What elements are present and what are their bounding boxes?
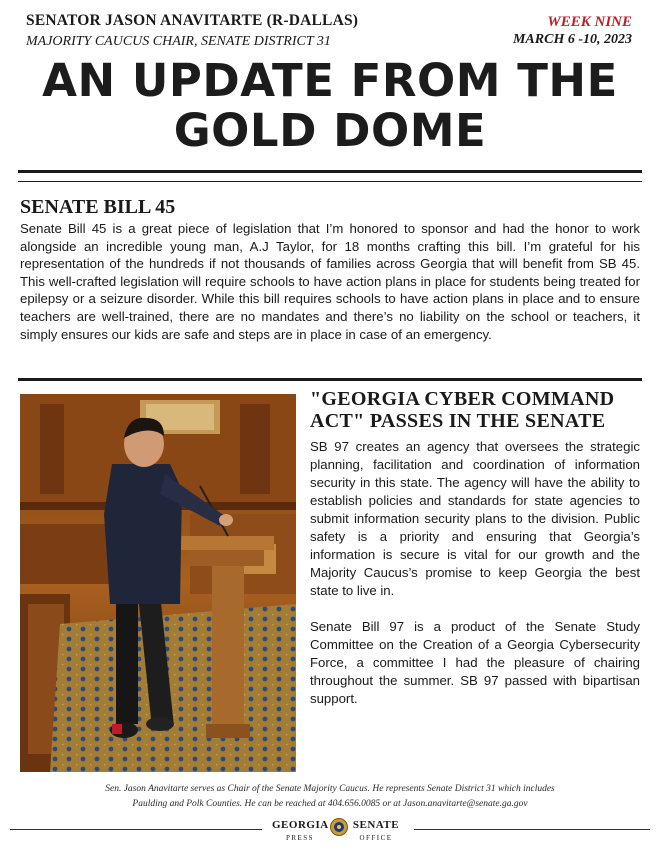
masthead-title xyxy=(10,56,650,156)
cyber-paragraph-1: SB 97 creates an agency that oversees the strategic planning, facilitation and coordination of information security in this state. The agency will have the ability to establish policies and standards for state agencies to submit information security plans to the division. Public safety is a priority and ensuring that Georgia’s information is secure is vital for our growth and the Majority Caucus’s promise to keep Georgia the best state to live in. xyxy=(310,439,640,598)
logo-right-text xyxy=(348,820,404,844)
footer-contact-note xyxy=(40,782,620,812)
logo-left-text xyxy=(272,820,328,844)
section-body-cyber-command xyxy=(310,438,640,726)
logo-right-word: SENATE xyxy=(352,819,400,831)
logo-left-word: GEORGIA xyxy=(272,819,329,831)
footer-rule-left xyxy=(10,829,262,830)
section-title-cyber-command: "GEORGIA CYBER COMMAND ACT" PASSES IN THE SENATE xyxy=(310,388,615,432)
divider-rule xyxy=(18,378,642,381)
masthead-line-1: AN UPDATE FROM THE xyxy=(42,54,618,107)
georgia-seal-icon xyxy=(330,818,348,836)
masthead-line-2: GOLD DOME xyxy=(173,104,487,157)
senator-name: SENATOR JASON ANAVITARTE (R-DALLAS) xyxy=(26,12,359,29)
section-body-sb45: Senate Bill 45 is a great piece of legislation that I’m honored to sponsor and had the honor to work alongside an incredible young man, A.J Taylor, for 18 months crafting this bill. I’m grateful for his representation of the hundreds if not thousands of families across Georgia that will benefit from SB 45. This well-crafted legislation will require schools to have action plans in place for students being treated for epilepsy or a seizure disorder. While this bill requires schools to have action plans in place and to ensure teachers are well-trained, there are no mandates and there’s no liability on the school or teachers, it simply ensures our kids are safe and steps are in place in case of an emergency. xyxy=(20,221,640,342)
footer-rule-right xyxy=(414,829,650,830)
logo-right-subword: OFFICE xyxy=(359,834,393,842)
senator-role: MAJORITY CAUCUS CHAIR, SENATE DISTRICT 31 xyxy=(26,34,331,49)
senator-podium-photo xyxy=(20,394,296,772)
footer-note-line-2: Paulding and Polk Counties. He can be reached at 404.656.0085 or at Jason.anavitarte@senate.ga.gov xyxy=(132,799,528,809)
newsletter-header xyxy=(26,12,632,58)
georgia-press-senate-logo xyxy=(272,818,404,846)
footer-note-line-1: Sen. Jason Anavitarte serves as Chair of the Senate Majority Caucus. He represents Senate District 31 which includes xyxy=(105,784,555,794)
divider-rule xyxy=(18,170,642,173)
cyber-paragraph-2: Senate Bill 97 is a product of the Senate Study Committee on the Creation of a Georgia Cybersecurity Force, a committee I had the pleasure of chairing throughout the summer. SB 97 passed with bipartisan support. xyxy=(310,619,640,706)
date-range: MARCH 6 -10, 2023 xyxy=(512,32,632,47)
logo-left-subword: PRESS xyxy=(285,834,315,842)
section-title-sb45: SENATE BILL 45 xyxy=(20,196,176,218)
week-label: WEEK NINE xyxy=(547,14,632,30)
divider-rule xyxy=(18,181,642,182)
